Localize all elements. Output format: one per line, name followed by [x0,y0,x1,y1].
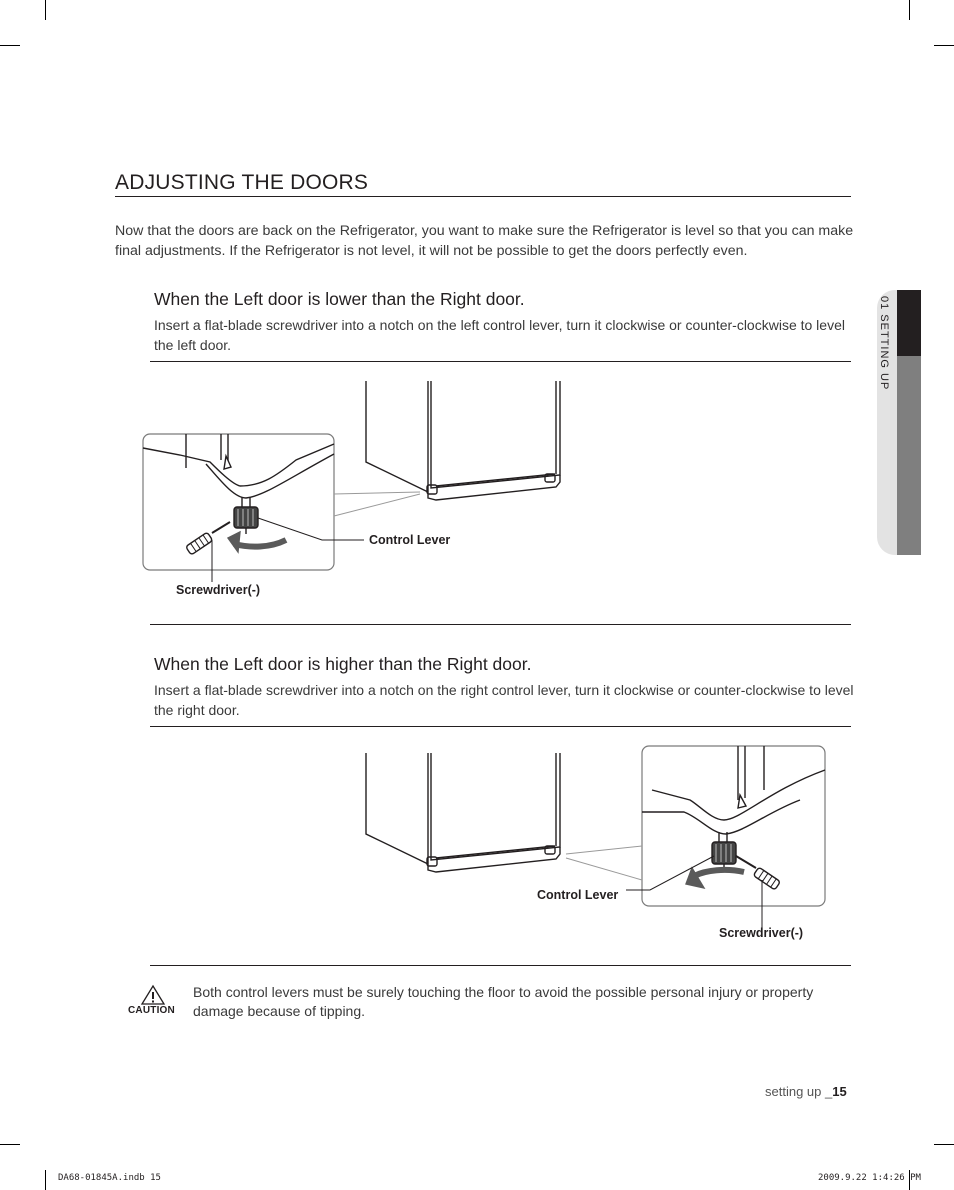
print-slug-file: DA68-01845A.indb 15 [58,1173,161,1183]
caution-text: Both control levers must be surely touching the floor to avoid the possible personal injury or property damage because of tipping. [193,984,814,1019]
footer-section: setting up _ [765,1084,833,1099]
print-slug-timestamp: 2009.9.22 1:4:26 PM [818,1173,921,1183]
control-lever-label: Control Lever [369,533,451,547]
page-number: 15 [832,1084,847,1099]
section-heading: When the Left door is higher than the Right door. [154,654,532,674]
section-heading: When the Left door is lower than the Right door. [154,289,525,309]
warning-triangle-icon [141,985,165,1005]
control-lever-label: Control Lever [537,888,619,902]
section-rule [150,965,851,966]
side-tab-label: 01 SETTING UP [878,296,890,391]
section-body: Insert a flat-blade screwdriver into a notch on the right control lever, turn it clockwise or counter-clockwise to level the right door. [154,682,854,718]
screwdriver-label: Screwdriver(-) [719,926,804,940]
caution-label: CAUTION [128,1005,175,1016]
intro-paragraph: Now that the doors are back on the Refrigerator, you want to make sure the Refrigerator is level so that you can make final adjustments. If the Refrigerator is not level, it will not be possible to get the doors perfectly even. [115,223,854,259]
page-footer [765,1084,847,1099]
page-title: ADJUSTING THE DOORS [115,171,369,194]
section-body: Insert a flat-blade screwdriver into a notch on the left control lever, turn it clockwise or counter-clockwise to level the left door. [154,317,845,353]
screwdriver-label: Screwdriver(-) [176,583,261,597]
